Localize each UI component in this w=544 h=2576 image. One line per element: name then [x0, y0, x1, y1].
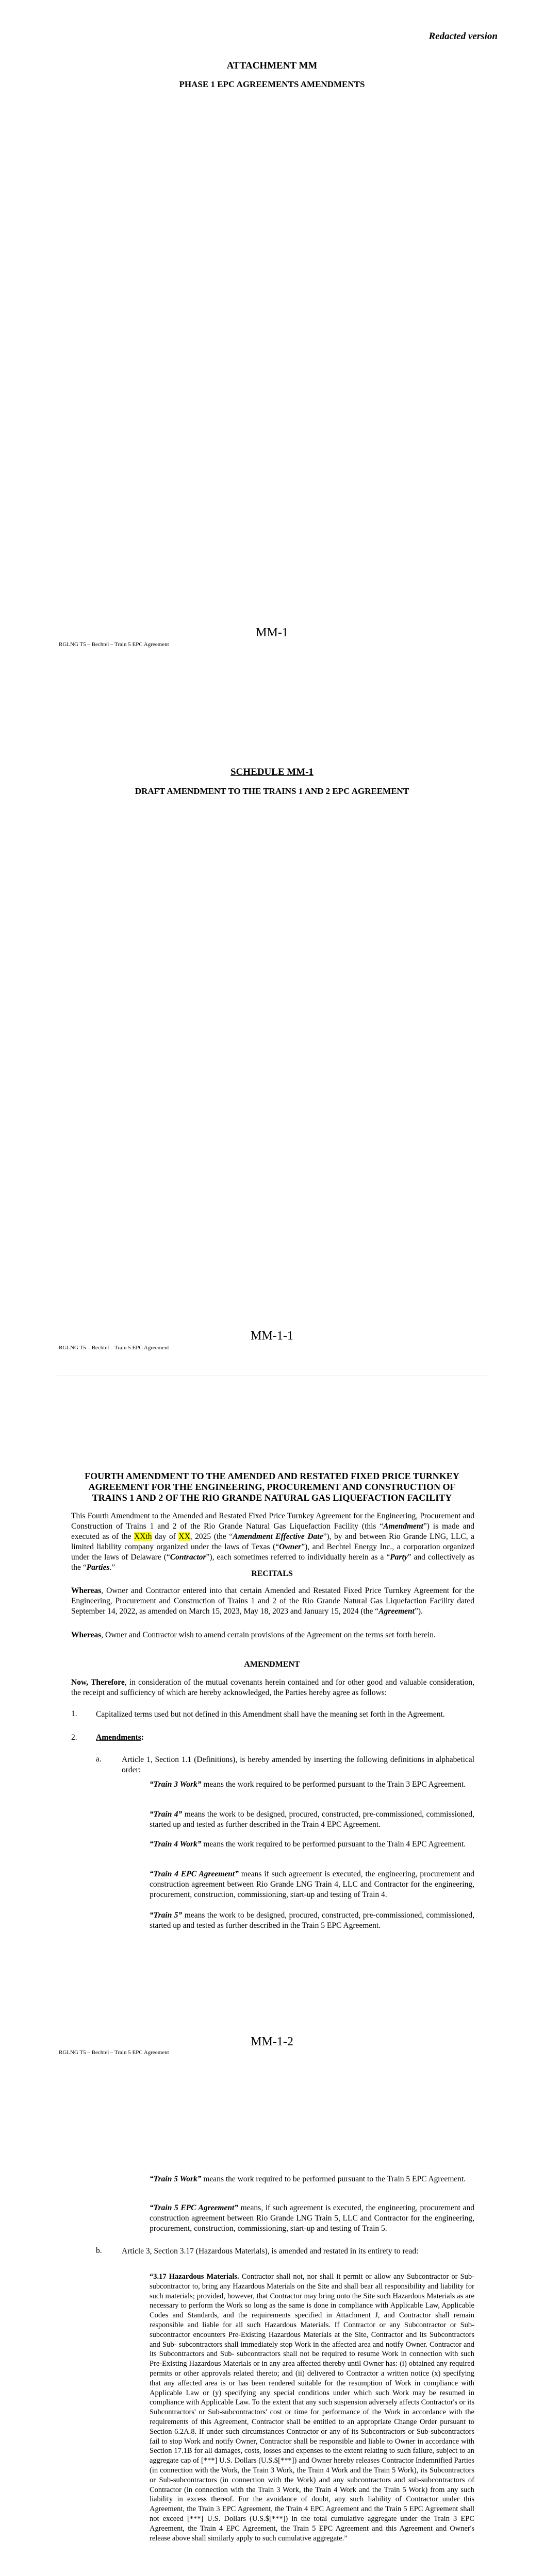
whereas-paragraph-1: Whereas, Owner and Contractor entered into that certain Amended and Restated Fixed Price Turnkey Agreement for the Engineering, Procurement and Construction of Trains 1 and 2 of the Rio Grande Natural Gas Liquefaction Facility dated September 14, 2022, as amended on March 15, 2023, May 18, 2023 and January 15, 2024 (the “Agreement”).	[71, 1586, 474, 1616]
item-1-text: Capitalized terms used but not defined in this Amendment shall have the meaning set forth in the Agreement.	[96, 1710, 445, 1719]
amendment-title-line2: AGREEMENT FOR THE ENGINEERING, PROCUREMENT AND CONSTRUCTION OF	[88, 1482, 456, 1492]
item-b-number: b.	[96, 2246, 102, 2255]
item-b-text: Article 3, Section 3.17 (Hazardous Materials), is amended and restated in its entirety to read:	[122, 2247, 419, 2256]
whereas-paragraph-2: Whereas, Owner and Contractor wish to amend certain provisions of the Agreement on the terms set forth herein.	[71, 1631, 436, 1639]
page-number: MM-1-1	[251, 1329, 293, 1343]
definition-train-3-work: “Train 3 Work” means the work required to be performed pursuant to the Train 3 EPC Agreement.	[150, 1780, 466, 1789]
definition-train-5-epc-agreement: “Train 5 EPC Agreement” means, if such agreement is executed, the engineering, procurement and construction agreement between Rio Grande LNG Train 5, LLC and Contractor for the engineering, procurement, construction, commissioning, start-up and testing of Train 5.	[150, 2204, 474, 2233]
attachment-subtitle: PHASE 1 EPC AGREEMENTS AMENDMENTS	[179, 79, 365, 89]
definition-train-4-epc-agreement: “Train 4 EPC Agreement” means if such agreement is executed, the engineering, procurement and construction agreement between Rio Grande LNG Train 4, LLC and Contractor for the engineering, procurement, construction, commissioning, start-up and testing of Train 4.	[150, 1870, 474, 1899]
item-a-text: Article 1, Section 1.1 (Definitions), is hereby amended by inserting the following definitions in alphabetical order:	[122, 1755, 474, 1774]
item-2-heading: Amendments:	[96, 1733, 144, 1742]
page-number: MM-1	[256, 626, 288, 639]
page-footer: RGLNG T5 – Bechtel – Train 5 EPC Agreement	[59, 1345, 169, 1351]
draft-amendment-title: DRAFT AMENDMENT TO THE TRAINS 1 AND 2 EPC AGREEMENT	[135, 786, 409, 796]
item-2-number: 2.	[71, 1733, 77, 1742]
definition-train-4-work: “Train 4 Work” means the work required to be performed pursuant to the Train 4 EPC Agreement.	[150, 1840, 466, 1849]
definition-train-4: “Train 4” means the work to be designed, procured, constructed, pre-commissioned, commissioned, started up and tested as further described in the Train 4 EPC Agreement.	[150, 1810, 474, 1829]
amendment-title-line3: TRAINS 1 AND 2 OF THE RIO GRANDE NATURAL GAS LIQUEFACTION FACILITY	[92, 1493, 452, 1503]
item-1-number: 1.	[71, 1709, 77, 1718]
now-therefore-paragraph: Now, Therefore, in consideration of the mutual covenants herein contained and for other good and valuable consideration, the receipt and sufficiency of which are hereby acknowledged, the Parties hereby agree as follows:	[71, 1678, 474, 1697]
section-3-17-hazardous-materials: “3.17 Hazardous Materials. Contractor shall not, nor shall it permit or allow any Subcontractor or Sub-subcontractor to, bring any Hazardous Materials on the Site and shall bear all responsibility and liability for such materials; provided, however, that Contractor may bring onto the Site such Hazardous Materials as are necessary to perform the Work so long as the same is done in compliance with Applicable Law, Applicable Codes and Standards, and the requirements specified in Attachment J, and Contractor shall remain responsible and liable for all such Hazardous Materials. If Contractor or any Subcontractor or Sub-subcontractor encounters Pre-Existing Hazardous Materials at the Site, Contractor and its Subcontractors and Sub- subcontractors shall immediately stop Work in the affected area and notify Owner. Contractor and its Subcontractors and Sub- subcontractors shall not be required to resume Work in connection with such Pre-Existing Hazardous Materials or in any area affected thereby until Owner has: (i) obtained any required permits or other approvals related thereto; and (ii) delivered to Contractor a written notice (x) specifying that any affected area is or has been rendered suitable for the resumption of Work in compliance with Applicable Law or (y) specifying any special conditions under which such Work may be resumed in compliance with Applicable Law. To the extent that any such suspension adversely affects Contractor's or its Subcontractors' or Sub-subcontractors' cost or time for performance of the Work in accordance with the requirements of this Agreement, Contractor shall be entitled to an appropriate Change Order pursuant to Section 6.2A.8. If under such circumstances Contractor or any of its Subcontractors or Sub-subcontractors fail to stop Work and notify Owner, Contractor shall be responsible and liable to Owner in accordance with Section 17.1B for all damages, costs, losses and expenses to the extent relating to such failure, subject to an aggregate cap of [***] U.S. Dollars (U.S.$[***]) and Owner hereby releases Contractor Indemnified Parties (in connection with the Work, the Train 3 Work, the Train 4 Work and the Train 5 Work), its Subcontractors or Sub-subcontractors (in connection with the Work) and any subcontractors and sub-subcontractors of Contractor (in connection with the Train 3 Work, the Train 4 Work and the Train 5 Work) from any such liability in excess thereof. For the avoidance of doubt, any such liability of Contractor under this Agreement, the Train 3 EPC Agreement, the Train 4 EPC Agreement and the Train 5 EPC Agreement shall not exceed [***] U.S. Dollars (U.S.$[***]) in the total cumulative aggregate under the Train 3 EPC Agreement, the Train 4 EPC Agreement, the Train 5 EPC Agreement and this Agreement and Owner's release above shall similarly apply to such cumulative aggregate.”	[150, 2273, 474, 2543]
schedule-title: SCHEDULE MM-1	[230, 767, 314, 777]
amendment-title-line1: FOURTH AMENDMENT TO THE AMENDED AND RESTATED FIXED PRICE TURNKEY	[85, 1471, 459, 1481]
definition-train-5: “Train 5” means the work to be designed, procured, constructed, pre-commissioned, commissioned, started up and tested as further described in the Train 5 EPC Agreement.	[150, 1911, 474, 1930]
redacted-version-label: Redacted version	[428, 31, 498, 42]
recitals-heading: RECITALS	[251, 1569, 293, 1578]
page-number: MM-1-2	[251, 2035, 293, 2048]
highlight-day: XXth	[134, 1532, 152, 1541]
attachment-title: ATTACHMENT MM	[226, 60, 318, 71]
highlight-month: XX	[178, 1532, 190, 1541]
page-footer: RGLNG T5 – Bechtel – Train 5 EPC Agreement	[59, 641, 169, 648]
definition-train-5-work: “Train 5 Work” means the work required to be performed pursuant to the Train 5 EPC Agreement.	[150, 2175, 466, 2183]
amendment-heading: AMENDMENT	[244, 1660, 300, 1669]
item-a-number: a.	[96, 1755, 102, 1764]
intro-paragraph: This Fourth Amendment to the Amended and Restated Fixed Price Turnkey Agreement for the Engineering, Procurement and Construction of Trains 1 and 2 of the Rio Grande Natural Gas Liquefaction Facility (this “Amendment”) is made and executed as of the XXth day of XX, 2025 (the “Amendment Effective Date”), by and between Rio Grande LNG, LLC, a limited liability company organized under the laws of Texas (“Owner”), and Bechtel Energy Inc., a corporation organized under the laws of Delaware (“Contractor”), each sometimes referred to individually herein as a “Party” and collectively as the “Parties.”	[71, 1512, 475, 1572]
page-footer: RGLNG T5 – Bechtel – Train 5 EPC Agreement	[59, 2049, 169, 2056]
